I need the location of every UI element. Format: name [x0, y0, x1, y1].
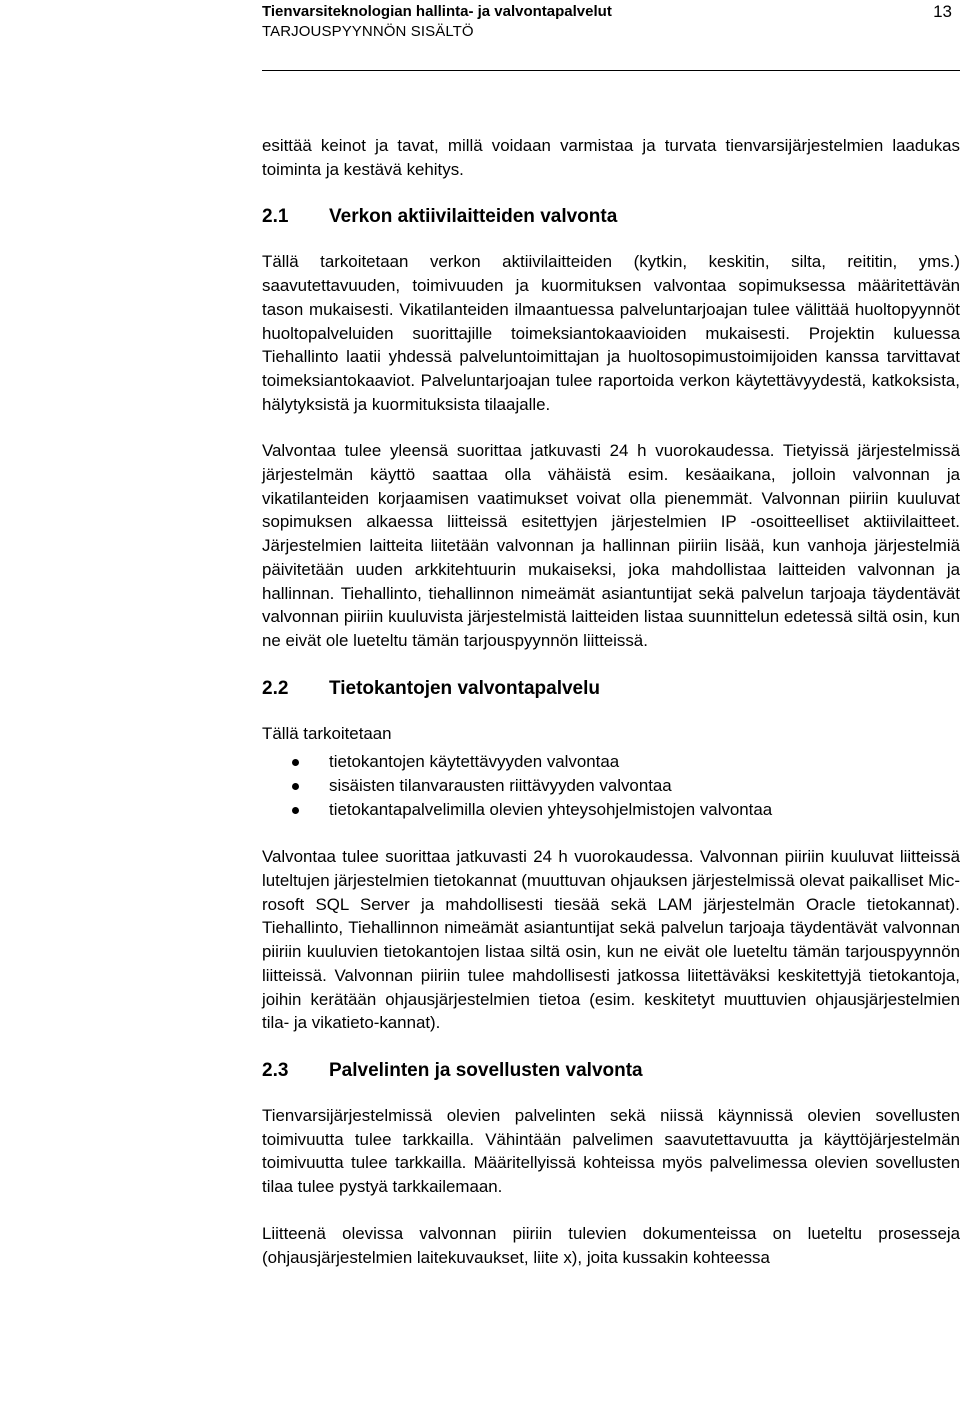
list-item — [262, 774, 960, 798]
intro-paragraph: esittää keinot ja tavat, millä voidaan varmistaa ja turvata tienvarsijärjestelmien laadukas toiminta ja kestävä kehitys. — [262, 136, 960, 179]
paragraph: Tienvarsijärjestelmissä olevien palvelinten sekä niissä käynnissä olevien sovellusten toimivuutta tulee tarkkailla. Vähintään palvelimen saavutettavuutta ja käyttöjärjestelmän toimivuutta tulee tarkkailla. Määritellyissä kohteissa myös palvelimessa olevien sovellusten tilaa tulee pystyä tarkkailemaan. — [262, 1105, 960, 1197]
bullet-icon — [292, 807, 299, 814]
bullet-icon — [292, 783, 299, 790]
section-title: Tietokantojen valvontapalvelu — [329, 677, 601, 699]
document-body — [262, 134, 960, 1269]
section-number: 2.3 — [262, 1059, 289, 1081]
paragraph: Tällä tarkoitetaan verkon aktiivilaitteiden (kytkin, keskitin, silta, reititin, yms.) saavutettavuuden, toimivuuden ja kuormituksen valvontaa sopimuksessa määritettävän tason mukaisesti. Vikatilanteiden ilmaantuessa palveluntarjoajan tulee välittää huoltopyynnöt huoltopalveluiden suorittajille toimeksiantokaavioiden mukaisesti. Projektin kuluessa Tiehallinto laatii yhdessä palveluntoimittajan ja huoltosopimustoimijoiden kanssa tarvittavat toimeksiantokaaviot. Palveluntarjoajan tulee raportoida verkon käytettävyydestä, katkoksista, hälytyksistä ja kuormituksista tilaajalle. — [262, 252, 960, 414]
list-item-text: tietokantojen käytettävyyden valvontaa — [329, 752, 620, 772]
section-title: Palvelinten ja sovellusten valvonta — [329, 1059, 643, 1081]
section-heading-2-1 — [262, 204, 960, 230]
bullet-list — [262, 750, 960, 822]
paragraph: Liitteenä olevissa valvonnan piiriin tulevien dokumenteissa on lueteltu prosesseja (ohjausjärjestelmien laitekuvaukset, liite x), joita kussakin kohteessa — [262, 1223, 960, 1267]
section-heading-2-3 — [262, 1058, 960, 1084]
section-number: 2.1 — [262, 206, 289, 228]
bullet-icon — [292, 759, 299, 766]
section-title: Verkon aktiivilaitteiden valvonta — [329, 206, 618, 228]
list-item-text: sisäisten tilanvarausten riittävyyden valvontaa — [329, 776, 672, 796]
list-item — [262, 798, 960, 822]
section-heading-2-2 — [262, 676, 960, 702]
header-title: Tienvarsiteknologian hallinta- ja valvontapalvelut — [262, 3, 612, 20]
list-item — [262, 750, 960, 774]
paragraph: Valvontaa tulee yleensä suorittaa jatkuvasti 24 h vuorokaudessa. Tietyissä järjestelmissä järjestelmän käyttö saattaa olla vähäistä esim. kesäaikana, jolloin valvonnan ja vikatilanteiden korjaamisen vaatimukset voivat olla pienemmät. Valvonnan piiriin kuuluvat sopimuksen alkaessa liitteissä esitettyjen järjestelmien IP -osoitteelliset aktiivilaitteet. Järjestelmien laitteita liitetään valvonnan ja hallinnan piiriin lisää, kun vanhoja järjestelmiä päivitetään uuden arkkitehtuurin mukaiseksi, joka mahdollistaa laitteiden valvonnan ja hallinnan. Tiehallinto, tiehallinnon nimeämät asiantuntijat sekä palvelun tarjoaja täydentävät valvonnan piiriin kuuluvista järjestelmistä laitteiden listaa suunnittelun edetessä siltä osin, kun ne eivät ole lueteltu tämän tarjouspyynnön liitteissä. — [262, 441, 960, 650]
section-number: 2.2 — [262, 677, 289, 699]
header-subtitle: TARJOUSPYYNNÖN SISÄLTÖ — [262, 23, 474, 40]
list-item-text: tietokantapalvelimilla olevien yhteysohjelmistojen valvontaa — [329, 800, 773, 820]
header-rule — [262, 70, 960, 71]
paragraph-lead: Tällä tarkoitetaan — [262, 723, 392, 743]
page-number: 13 — [933, 2, 952, 21]
paragraph: Valvontaa tulee suorittaa jatkuvasti 24 h vuorokaudessa. Valvonnan piiriin kuuluvat liitteissä luteltujen järjestelmien tietokannat (muuttuvan ohjauksen järjestelmissä olevat paikalliset Mic-rosoft SQL Server ja mahdollisesti tiesää sekä LAM järjestelmän Oracle tietokannat). Tiehallinto, Tiehallinnon nimeämät asiantuntijat sekä palvelun tarjoaja täydentävät valvonnan piiriin kuuluvien tietokantojen listaa siltä osin, kun ne eivät ole lueteltu tämän tarjouspyynnön liitteissä. Valvonnan piiriin tulee mahdollisesti jatkossa liitettäväksi keskitettyjä tietokantoja, joihin kerätään ohjausjärjestelmien tietoa (esim. keskitetyt muuttuvien ohjausjärjestelmien tila- ja vikatieto-kannat). — [262, 847, 960, 1033]
